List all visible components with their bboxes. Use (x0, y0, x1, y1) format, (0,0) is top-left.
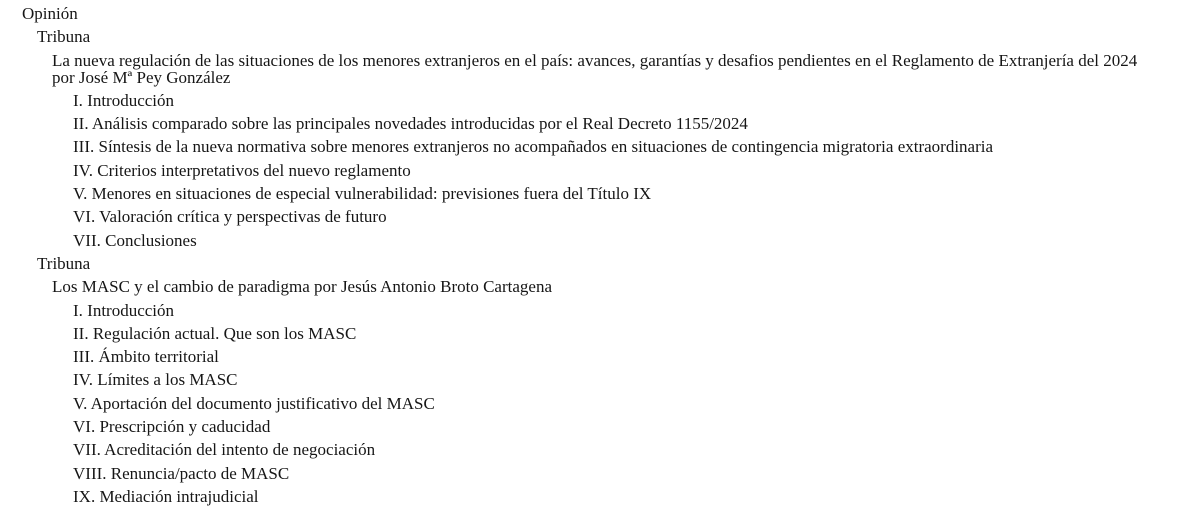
outline-item: V. Aportación del documento justificativo del MASC (73, 393, 435, 413)
article-title-block (0, 278, 1181, 295)
outline-item: VII. Acreditación del intento de negociación (73, 440, 376, 460)
article-title-block (0, 52, 1181, 86)
outline-item: VI. Prescripción y caducidad (73, 417, 271, 437)
outline-item: VI. Valoración crítica y perspectivas de futuro (73, 207, 387, 227)
article-title: La nueva regulación de las situaciones de los menores extranjeros en el país: avances, garantías y desafios pendientes en el Reglamento de Extranjería del 2024 (52, 50, 1138, 70)
outline-item: IV. Criterios interpretativos del nuevo reglamento (73, 160, 411, 180)
outline-item: VIII. Renuncia/pacto de MASC (73, 463, 290, 483)
article-byline: por José Mª Pey González (52, 67, 231, 87)
outline-item: III. Síntesis de la nueva normativa sobre menores extranjeros no acompañados en situaciones de contingencia migratoria extraordinaria (73, 137, 994, 157)
section-label: Opinión (22, 4, 78, 23)
subsection-label: Tribuna (37, 253, 91, 273)
outline-item: IX. Mediación intrajudicial (73, 486, 259, 506)
outline-item: III. Ámbito territorial (73, 347, 219, 367)
outline-item: II. Análisis comparado sobre las principales novedades introducidas por el Real Decreto 1155/2024 (73, 114, 748, 134)
outline-item: I. Introducción (73, 90, 175, 110)
outline-item: I. Introducción (73, 300, 175, 320)
outline-item: V. Menores en situaciones de especial vulnerabilidad: previsiones fuera del Título IX (73, 184, 652, 204)
subsection-label: Tribuna (37, 27, 91, 47)
outline-item: VII. Conclusiones (73, 230, 197, 250)
outline-item: II. Regulación actual. Que son los MASC (73, 323, 357, 343)
outline-item: IV. Límites a los MASC (73, 370, 238, 390)
article-title: Los MASC y el cambio de paradigma por Jesús Antonio Broto Cartagena (52, 277, 552, 297)
